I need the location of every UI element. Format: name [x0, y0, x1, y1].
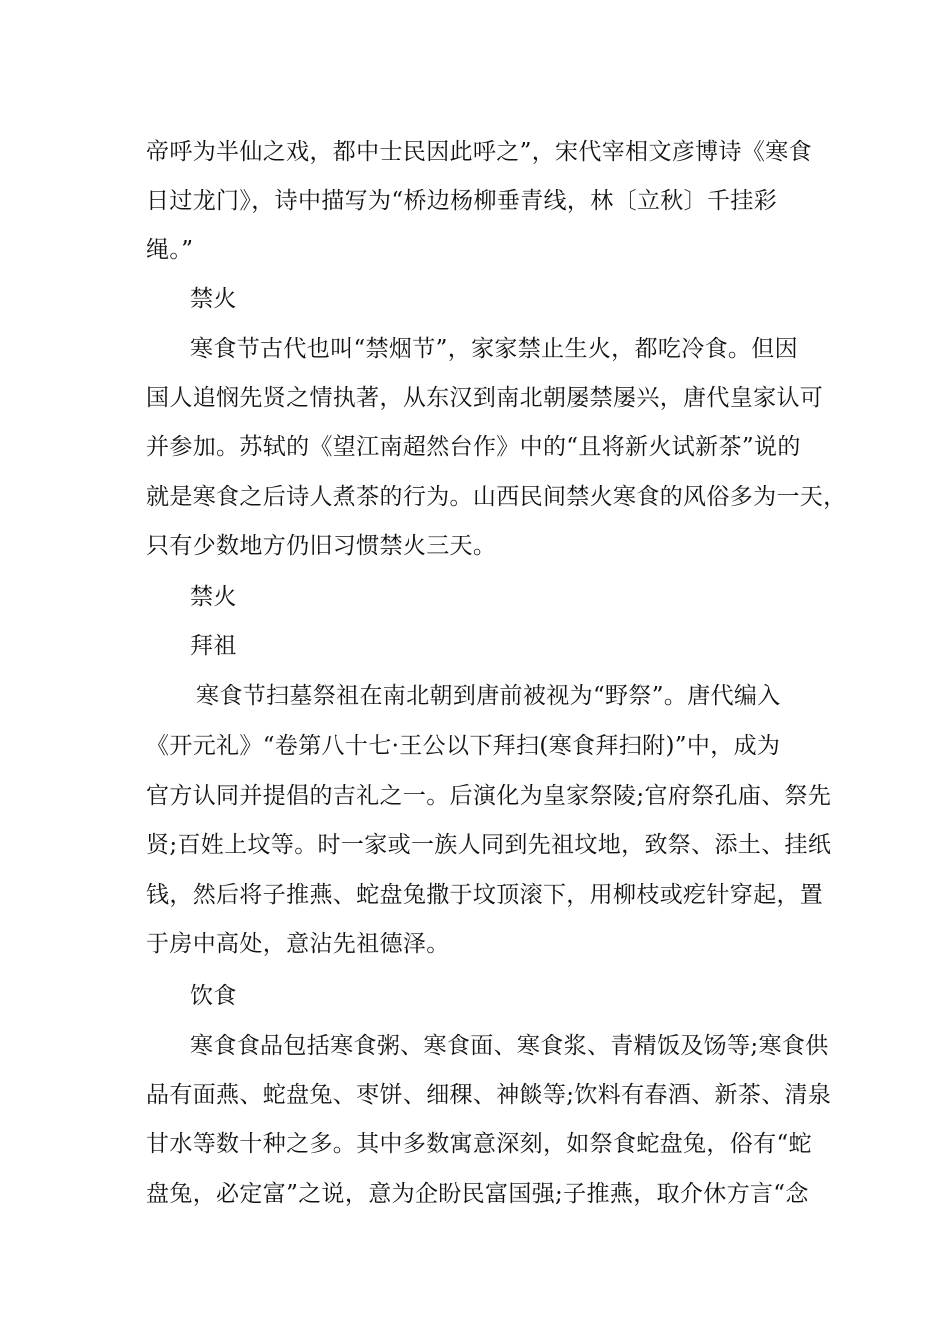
- text-line: 官方认同并提倡的吉礼之一。后演化为皇家祭陵;官府祭孔庙、祭先: [146, 783, 832, 809]
- text-line: 钱，然后将子推燕、蛇盘兔撒于坟顶滚下，用柳枝或疙针穿起，置: [146, 882, 824, 908]
- text-line: 于房中高处，意沾先祖德泽。: [146, 931, 450, 957]
- text-line: 品有面燕、蛇盘兔、枣饼、细稞、神餤等;饮料有春酒、新茶、清泉: [146, 1082, 832, 1108]
- section-heading: 拜祖: [190, 633, 237, 659]
- text-line: 并参加。苏轼的《望江南超然台作》中的“且将新火试新茶”说的: [146, 434, 801, 460]
- text-line: 寒食节古代也叫“禁烟节”，家家禁止生火，都吃冷食。但因: [190, 336, 798, 362]
- text-line: 寒食食品包括寒食粥、寒食面、寒食浆、青精饭及饧等;寒食供: [190, 1033, 829, 1059]
- text-line: 盘兔，必定富”之说，意为企盼民富国强;子推燕，取介休方言“念: [146, 1181, 809, 1207]
- text-line: 日过龙门》，诗中描写为“桥边杨柳垂青线，林〔立秋〕千挂彩: [146, 188, 778, 214]
- text-line: 帝呼为半仙之戏，都中士民因此呼之”，宋代宰相文彦博诗《寒食: [146, 139, 812, 165]
- text-line: 寒食节扫墓祭祖在南北朝到唐前被视为“野祭”。唐代编入: [196, 683, 781, 709]
- text-line: 只有少数地方仍旧习惯禁火三天。: [146, 533, 497, 559]
- text-line: 就是寒食之后诗人煮茶的行为。山西民间禁火寒食的风俗多为一天，: [146, 484, 847, 510]
- text-line: 国人追悯先贤之情执著，从东汉到南北朝屡禁屡兴，唐代皇家认可: [146, 385, 824, 411]
- text-line: 《开元礼》“卷第八十七·王公以下拜扫(寒食拜扫附)”中，成为: [146, 733, 781, 759]
- text-line: 甘水等数十种之多。其中多数寓意深刻，如祭食蛇盘兔，俗有“蛇: [146, 1131, 812, 1157]
- section-heading: 禁火: [190, 584, 237, 610]
- section-heading: 禁火: [190, 286, 237, 312]
- text-line: 贤;百姓上坟等。时一家或一族人同到先祖坟地，致祭、添土、挂纸: [146, 832, 832, 858]
- text-line: 绳。”: [146, 237, 194, 263]
- section-heading: 饮食: [190, 983, 237, 1009]
